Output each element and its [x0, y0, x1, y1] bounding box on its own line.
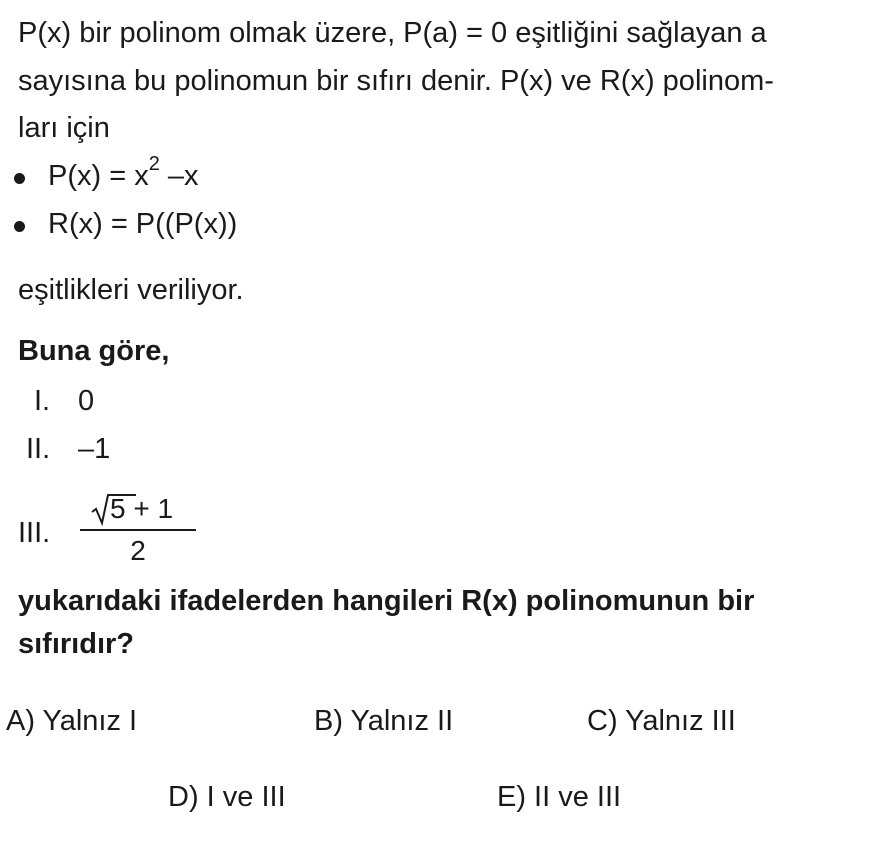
bullet-dot	[14, 173, 25, 184]
bullet-r-definition: R(x) = P((P(x))	[48, 208, 238, 240]
sqrt-sign-icon	[90, 492, 136, 526]
item-i-value: 0	[78, 385, 95, 417]
bullet-dot	[14, 221, 25, 232]
item-ii-numeral: II.	[26, 433, 51, 465]
choice-a[interactable]: A) Yalnız I	[6, 705, 138, 737]
p-def-rhs: –x	[159, 160, 199, 192]
intro-line-1: P(x) bir polinom olmak üzere, P(a) = 0 eşitliğini sağlayan a	[18, 17, 767, 49]
sqrt-radicand: 5	[110, 493, 126, 524]
after-bullets-text: eşitlikleri veriliyor.	[18, 274, 244, 306]
prompt-line-1: yukarıdaki ifadelerden hangileri R(x) polinomunun bir	[18, 585, 755, 617]
choice-d[interactable]: D) I ve III	[168, 781, 286, 813]
fraction-denominator: 2	[130, 535, 146, 566]
p-def-lhs: P(x) = x	[48, 160, 149, 192]
choice-b[interactable]: B) Yalnız II	[314, 705, 454, 737]
item-i-numeral: I.	[34, 385, 51, 417]
lead-text: Buna göre,	[18, 335, 170, 367]
item-iii-numeral: III.	[18, 517, 51, 549]
bullet-p-definition	[48, 153, 199, 193]
item-ii-value: –1	[78, 433, 111, 465]
item-iii-fraction	[80, 492, 196, 572]
intro-line-2: sayısına bu polinomun bir sıfırı denir. P(x) ve R(x) polinom-	[18, 65, 774, 97]
fraction-numerator	[90, 492, 173, 526]
sqrt-expression	[90, 492, 126, 526]
prompt-line-2: sıfırıdır?	[18, 628, 135, 660]
choice-c[interactable]: C) Yalnız III	[587, 705, 736, 737]
fraction-bar	[80, 529, 196, 531]
p-def-exponent: 2	[148, 153, 160, 176]
intro-line-3: ları için	[18, 112, 110, 144]
numerator-plus-one: + 1	[125, 493, 174, 524]
choice-e[interactable]: E) II ve III	[497, 781, 622, 813]
